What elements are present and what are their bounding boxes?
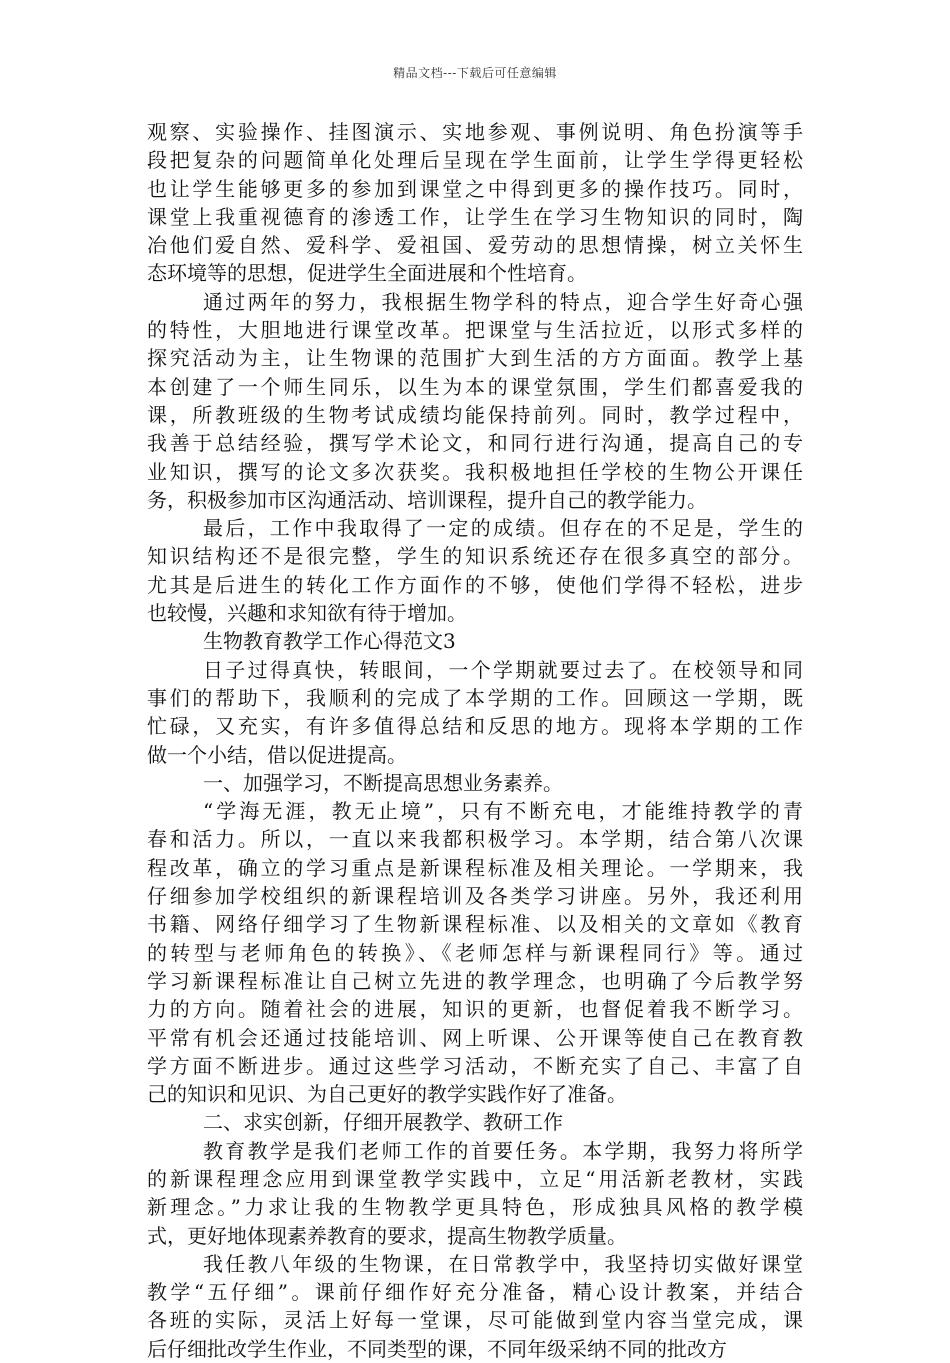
paragraph [147,797,803,1108]
text-line: 观察、实验操作、挂图演示、实地参观、事例说明、角色扮演等手 [147,120,803,144]
text-line: 日子过得真快，转眼间，一个学期就要过去了。在校领导和同 [203,657,803,682]
paragraph [147,1108,803,1136]
text-line: 平常有机会还通过技能培训、网上听课、公开课等使自己在教育教 [147,1025,803,1050]
text-line: 的转型与老师角色的转换》、《老师怎样与新课程同行》等。通过 [147,940,803,965]
paragraph [147,514,803,627]
text-line: 也让学生能够更多的参加到课堂之中得到更多的操作技巧。同时， [147,176,803,201]
text-line: 业知识，撰写的论文多次获奖。我积极地担任学校的生物公开课任 [147,459,803,484]
text-line: 一、加强学习，不断提高思想业务素养。 [203,770,563,795]
text-line: 本创建了一个师生同乐，以生为本的课堂氛围，学生们都喜爱我的 [147,374,803,399]
text-line: 力的方向。随着社会的进展，知识的更新，也督促着我不断学习。 [147,997,803,1022]
text-line: 新理念。”力求让我的生物教学更具特色，形成独具风格的教学模 [147,1195,803,1220]
paragraph [147,118,803,288]
text-line: 知识结构还不是很完整，学生的知识系统还存在很多真空的部分。 [147,544,803,569]
text-line: 各班的实际，灵活上好每一堂课，尽可能做到堂内容当堂完成，课 [147,1308,803,1333]
paragraph [147,1250,803,1363]
text-line: 的新课程理念应用到课堂教学实践中，立足“用活新老教材，实践 [147,1166,803,1191]
text-line: 做一个小结，借以促进提高。 [147,742,407,767]
text-line: 探究活动为主，让生物课的范围扩大到生活的方方面面。教学上基 [147,346,803,371]
text-line: 二、求实创新，仔细开展教学、教研工作 [203,1110,563,1135]
paragraph [147,627,803,655]
text-line: 务，积极参加市区沟通活动、培训课程，提升自己的教学能力。 [147,487,707,512]
text-line: 的特性，大胆地进行课堂改革。把课堂与生活拉近，以形式多样的 [147,318,803,343]
text-line: 己的知识和见识、为自己更好的教学实践作好了准备。 [147,1082,627,1107]
text-line: 我善于总结经验，撰写学术论文，和同行进行沟通，提高自己的专 [147,431,803,456]
text-line: 冶他们爱自然、爱科学、爱祖国、爱劳动的思想情操，树立关怀生 [147,233,803,258]
text-line: 程改革，确立的学习重点是新课程标准及相关理论。一学期来，我 [147,855,803,880]
text-line: 也较慢，兴趣和求知欲有待于增加。 [147,601,467,626]
paragraph [147,656,803,769]
text-line: 教育教学是我们老师工作的首要任务。本学期，我努力将所学 [203,1138,803,1163]
text-line: 最后，工作中我取得了一定的成绩。但存在的不足是，学生的 [203,516,803,541]
page-header: 精品文档---下载后可任意编辑 [393,66,557,80]
text-line: 段把复杂的问题简单化处理后呈现在学生面前，让学生学得更轻松 [147,148,803,173]
text-line: 教学“五仔细”。课前仔细作好充分准备，精心设计教案，并结合 [147,1280,803,1305]
text-line: 我任教八年级的生物课，在日常教学中，我坚持切实做好课堂 [203,1251,803,1276]
text-line: “学海无涯，教无止境”，只有不断充电，才能维持教学的青 [203,799,803,824]
text-line: 尤其是后进生的转化工作方面作的不够，使他们学得不轻松，进步 [147,572,803,597]
paragraph [147,288,803,514]
text-line: 书籍、网络仔细学习了生物新课程标准、以及相关的文章如《教育 [147,912,803,937]
text-line: 春和活力。所以，一直以来我都积极学习。本学期，结合第八次课 [147,827,803,852]
text-line: 学习新课程标准让自己树立先进的教学理念，也明确了今后教学努 [147,968,803,993]
text-line: 课，所教班级的生物考试成绩均能保持前列。同时，教学过程中， [147,402,803,427]
document-body [147,118,803,1363]
text-line: 生物教育教学工作心得范文3 [203,629,456,654]
text-line: 通过两年的努力，我根据生物学科的特点，迎合学生好奇心强 [203,289,803,314]
text-line: 课堂上我重视德育的渗透工作，让学生在学习生物知识的同时，陶 [147,204,803,229]
paragraph [147,769,803,797]
text-line: 后仔细批改学生作业，不同类型的课，不同年级采纳不同的批改方 [147,1336,727,1361]
text-line: 式，更好地体现素养教育的要求，提高生物教学质量。 [147,1223,627,1248]
text-line: 态环境等的思想，促进学生全面进展和个性培育。 [147,261,587,286]
text-line: 仔细参加学校组织的新课程培训及各类学习讲座。另外，我还利用 [147,884,803,909]
text-line: 学方面不断进步。通过这些学习活动，不断充实了自己、丰富了自 [147,1053,803,1078]
text-line: 忙碌，又充实，有许多值得总结和反思的地方。现将本学期的工作 [147,714,803,739]
paragraph [147,1137,803,1250]
text-line: 事们的帮助下，我顺利的完成了本学期的工作。回顾这一学期，既 [147,685,803,710]
